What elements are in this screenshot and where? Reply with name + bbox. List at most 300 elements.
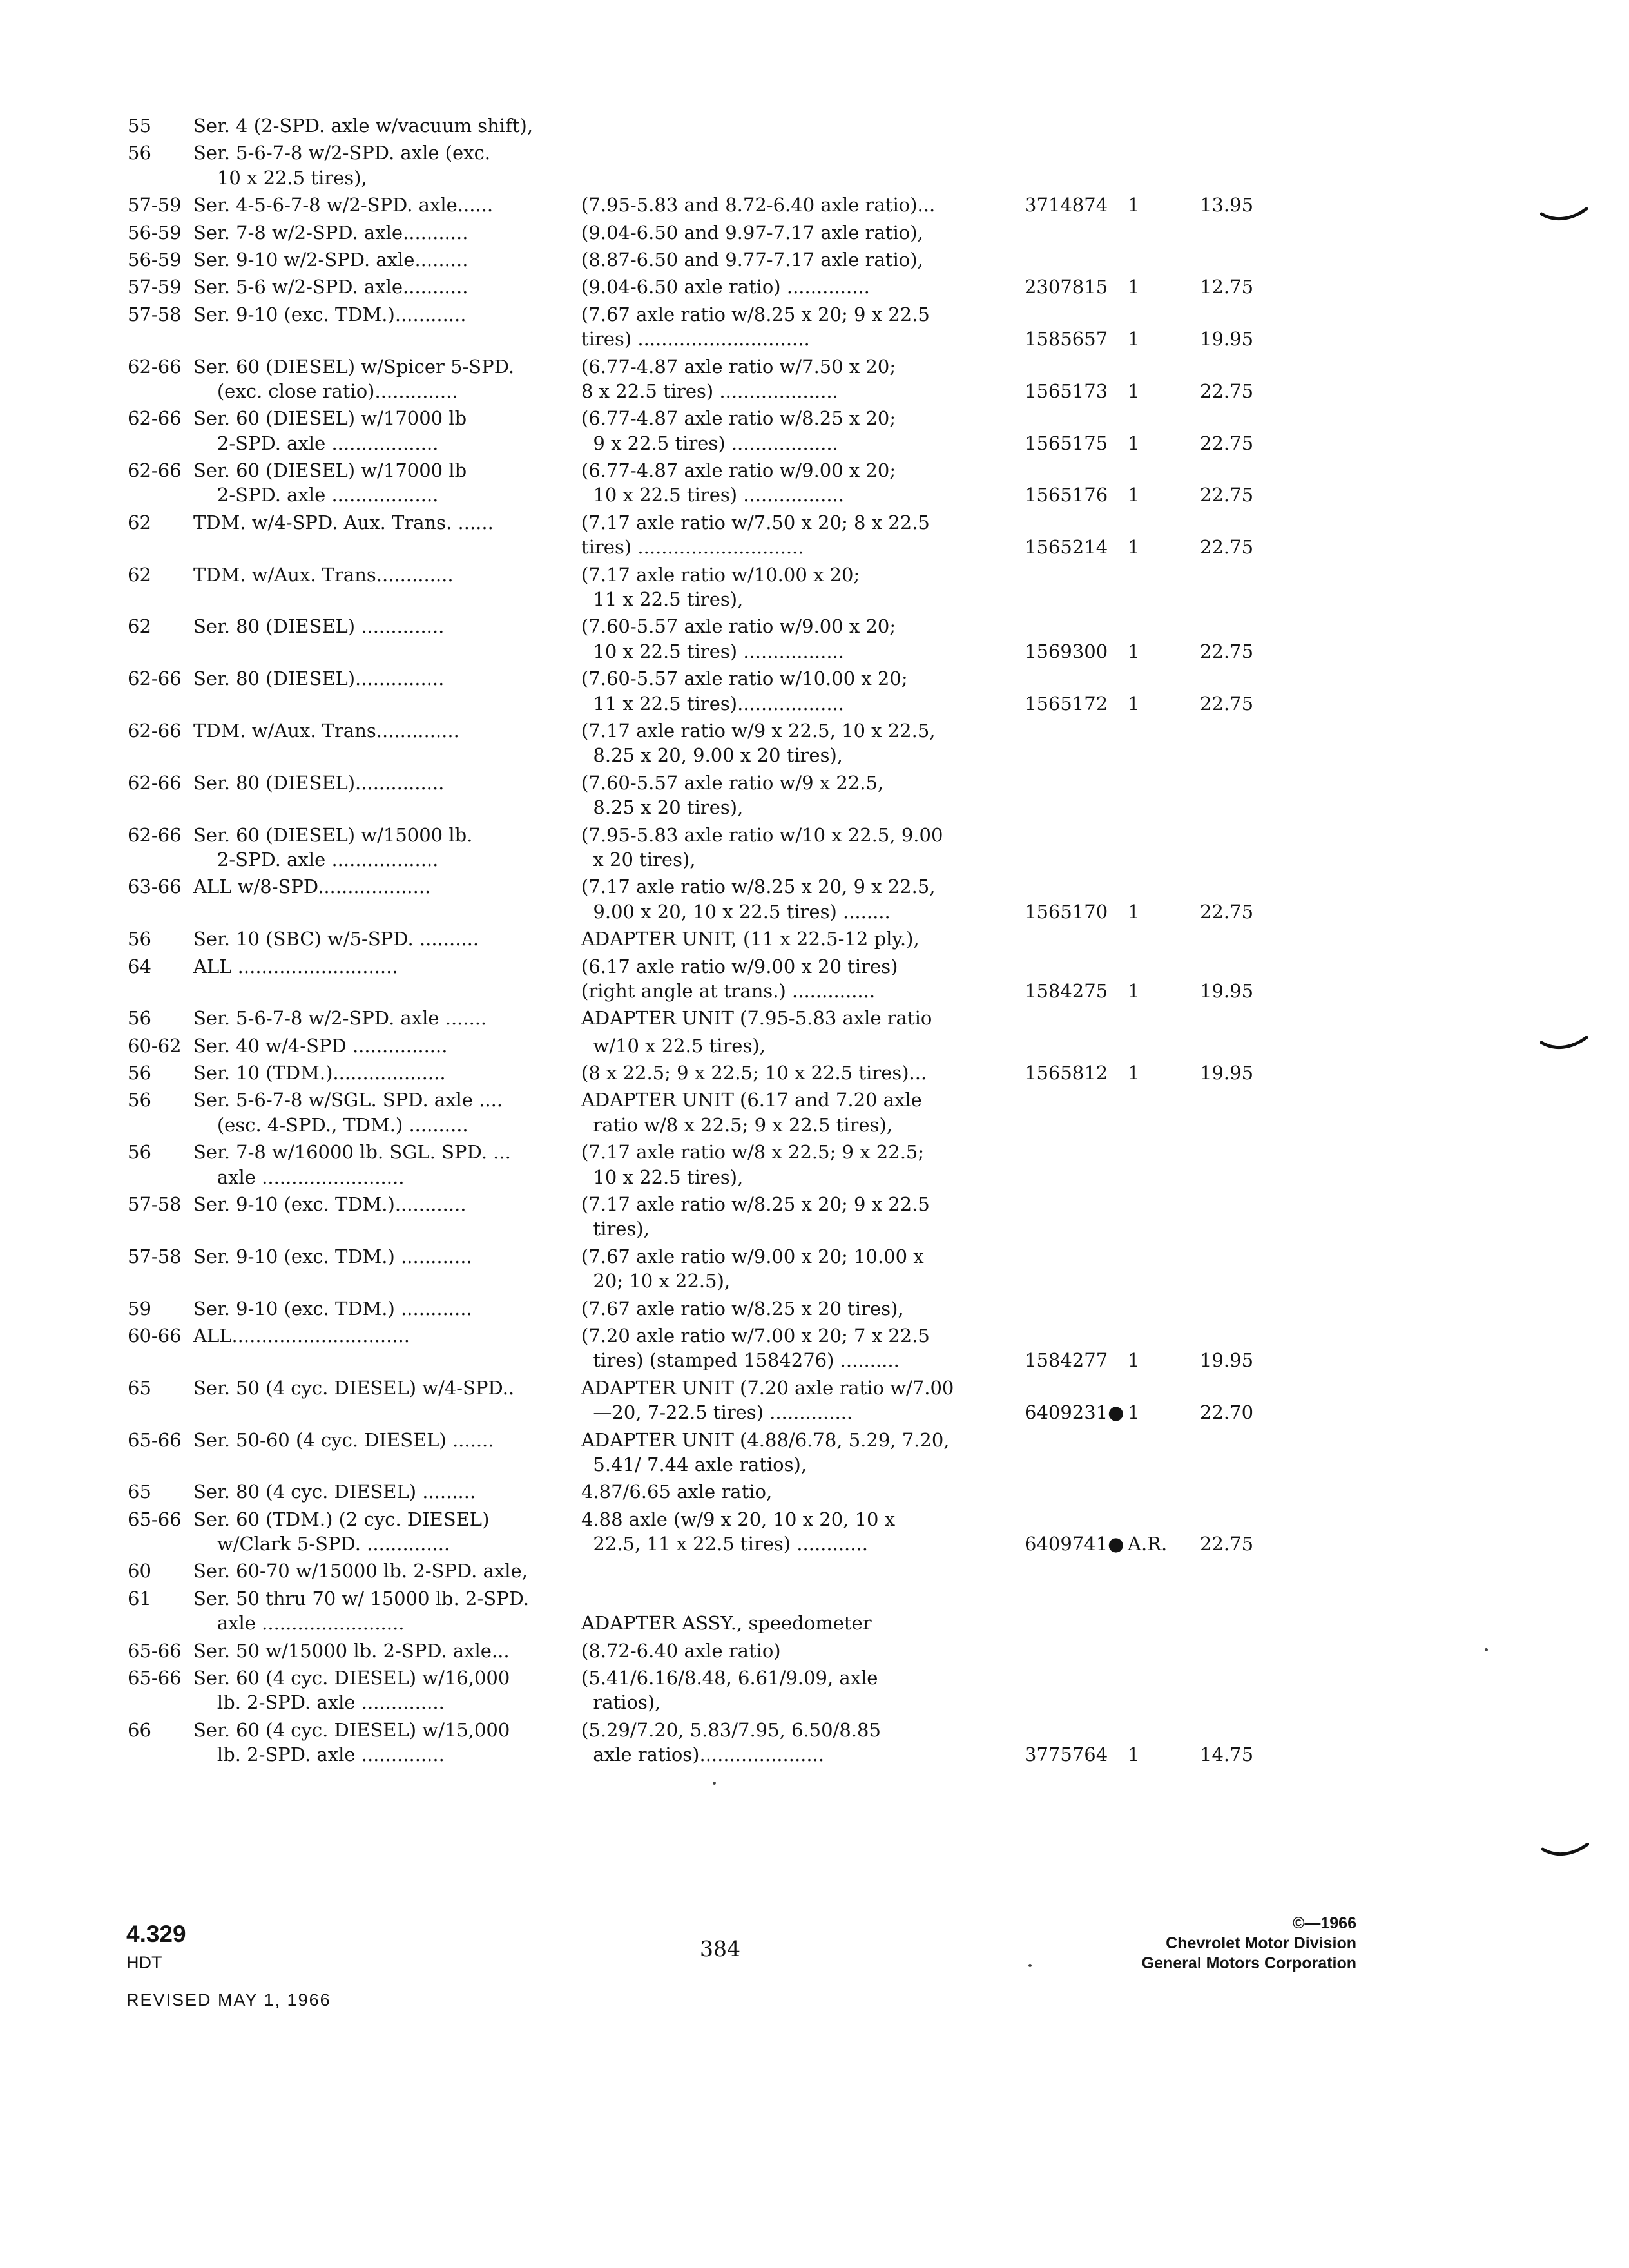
entry-line xyxy=(128,1666,1275,1690)
description-cell: —20, 7-22.5 tires) .............. xyxy=(581,1401,853,1424)
year-cell: 55 xyxy=(128,115,151,137)
entry-line xyxy=(128,1376,1275,1400)
application-cell: Ser. 60 (DIESEL) w/17000 lb xyxy=(193,459,467,482)
part-number-cell: 1565172 xyxy=(1025,692,1108,715)
ink-speck xyxy=(713,1782,716,1785)
description-cell: (5.29/7.20, 5.83/7.95, 6.50/8.85 xyxy=(581,1718,881,1741)
page-number: 384 xyxy=(700,1936,740,1961)
catalog-entry xyxy=(128,1296,1275,1323)
catalog-entry xyxy=(128,354,1275,407)
catalog-entry xyxy=(128,562,1275,615)
description-cell: (7.17 axle ratio w/9 x 22.5, 10 x 22.5, xyxy=(581,719,936,742)
application-cell: Ser. 60 (4 cyc. DIESEL) w/16,000 xyxy=(193,1667,510,1689)
description-cell: (6.77-4.87 axle ratio w/7.50 x 20; xyxy=(581,355,896,378)
entry-line xyxy=(128,795,1275,820)
ink-speck xyxy=(1028,1964,1032,1967)
ink-speck xyxy=(1485,1648,1488,1651)
part-number-cell: 3775764 xyxy=(1025,1744,1108,1766)
price-cell: 19.95 xyxy=(1200,979,1254,1002)
description-cell: (9.04-6.50 and 9.97-7.17 axle ratio), xyxy=(581,221,923,244)
application-cell: lb. 2-SPD. axle .............. xyxy=(193,1691,445,1714)
application-cell: 10 x 22.5 tires), xyxy=(193,166,367,189)
entry-line xyxy=(128,1348,1275,1372)
description-cell: (7.17 axle ratio w/7.50 x 20; 8 x 22.5 xyxy=(581,511,930,533)
catalog-entry xyxy=(128,113,1275,140)
description-cell: ratios), xyxy=(581,1691,661,1714)
entry-line xyxy=(128,1611,1275,1635)
application-cell: Ser. 60 (DIESEL) w/15000 lb. xyxy=(193,823,473,846)
year-cell: 56 xyxy=(128,928,151,950)
year-cell: 62 xyxy=(128,511,151,533)
application-cell: Ser. 10 (SBC) w/5-SPD. .......... xyxy=(193,928,479,950)
year-cell: 57-58 xyxy=(128,303,182,325)
catalog-entry xyxy=(128,1323,1275,1376)
description-cell: tires) (stamped 1584276) .......... xyxy=(581,1349,900,1372)
application-cell: Ser. 5-6 w/2-SPD. axle........... xyxy=(193,276,468,298)
parts-catalog-table xyxy=(128,113,1275,1770)
year-cell: 56-59 xyxy=(128,248,182,271)
part-number-cell: 6409231● xyxy=(1025,1401,1124,1424)
description-cell: 8 x 22.5 tires) .................... xyxy=(581,380,838,402)
price-cell: 22.75 xyxy=(1200,380,1254,402)
catalog-entry xyxy=(128,458,1275,510)
application-cell: w/Clark 5-SPD. .............. xyxy=(193,1533,450,1555)
description-cell: (7.17 axle ratio w/8.25 x 20, 9 x 22.5, xyxy=(581,876,936,898)
entry-line xyxy=(128,718,1275,743)
year-cell: 57-58 xyxy=(128,1245,182,1267)
check-mark xyxy=(1540,1036,1588,1052)
entry-line xyxy=(128,771,1275,795)
price-cell: 22.75 xyxy=(1200,1533,1254,1555)
catalog-entry xyxy=(128,140,1275,193)
revision-date: REVISED MAY 1, 1966 xyxy=(126,1990,331,2010)
price-cell: 22.75 xyxy=(1200,692,1254,715)
application-cell: Ser. 5-6-7-8 w/2-SPD. axle (exc. xyxy=(193,142,491,164)
footer-right xyxy=(1142,1914,1356,1974)
description-cell: axle ratios)..................... xyxy=(581,1744,825,1766)
price-cell: 22.70 xyxy=(1200,1401,1254,1424)
year-cell: 63-66 xyxy=(128,876,182,898)
description-cell: (7.95-5.83 axle ratio w/10 x 22.5, 9.00 xyxy=(581,823,943,846)
entry-line xyxy=(128,1639,1275,1663)
year-cell: 57-58 xyxy=(128,1193,182,1216)
catalog-entry xyxy=(128,1088,1275,1140)
quantity-cell: 1 xyxy=(1128,900,1140,923)
catalog-entry xyxy=(128,1666,1275,1718)
entry-line xyxy=(128,1006,1275,1030)
application-cell: lb. 2-SPD. axle .............. xyxy=(193,1744,445,1766)
application-cell: Ser. 60 (DIESEL) w/17000 lb xyxy=(193,407,467,430)
entry-line xyxy=(128,691,1275,716)
entry-line xyxy=(128,166,1275,190)
application-cell: Ser. 7-8 w/16000 lb. SGL. SPD. ... xyxy=(193,1141,511,1164)
price-cell: 22.75 xyxy=(1200,900,1254,923)
category-code: HDT xyxy=(126,1953,162,1972)
application-cell: Ser. 40 w/4-SPD ................ xyxy=(193,1034,448,1057)
year-cell: 65-66 xyxy=(128,1428,182,1451)
part-number-cell: 1585657 xyxy=(1025,328,1108,351)
application-cell: ALL ........................... xyxy=(193,955,398,977)
description-cell: 11 x 22.5 tires).................. xyxy=(581,692,844,715)
application-cell: axle ........................ xyxy=(193,1612,405,1635)
price-cell: 22.75 xyxy=(1200,536,1254,559)
description-cell: (8.87-6.50 and 9.77-7.17 axle ratio), xyxy=(581,248,923,271)
part-number-cell: 2307815 xyxy=(1025,276,1108,298)
year-cell: 62-66 xyxy=(128,719,182,742)
year-cell: 62-66 xyxy=(128,771,182,794)
catalog-entry xyxy=(128,406,1275,458)
entry-line xyxy=(128,927,1275,951)
description-cell: x 20 tires), xyxy=(581,848,696,870)
entry-line xyxy=(128,140,1275,165)
entry-line xyxy=(128,1690,1275,1715)
year-cell: 56 xyxy=(128,142,151,164)
year-cell: 56 xyxy=(128,1007,151,1030)
description-cell: (7.17 axle ratio w/10.00 x 20; xyxy=(581,563,860,586)
year-cell: 62 xyxy=(128,563,151,586)
catalog-entry xyxy=(128,510,1275,562)
entry-line xyxy=(128,379,1275,403)
year-cell: 64 xyxy=(128,955,151,977)
application-cell: Ser. 80 (DIESEL)............... xyxy=(193,668,445,690)
catalog-entry xyxy=(128,1639,1275,1666)
application-cell: Ser. 50 w/15000 lb. 2-SPD. axle... xyxy=(193,1639,510,1662)
description-cell: ADAPTER UNIT, (11 x 22.5-12 ply.), xyxy=(581,928,920,950)
description-cell: (7.60-5.57 axle ratio w/9.00 x 20; xyxy=(581,615,896,638)
application-cell: Ser. 9-10 (exc. TDM.)............ xyxy=(193,1193,467,1216)
catalog-entry xyxy=(128,1376,1275,1428)
quantity-cell: 1 xyxy=(1128,1401,1140,1424)
price-cell: 14.75 xyxy=(1200,1744,1254,1766)
entry-line xyxy=(128,1269,1275,1293)
entry-line xyxy=(128,587,1275,611)
part-number-cell: 1565214 xyxy=(1025,536,1108,559)
price-cell: 22.75 xyxy=(1200,432,1254,454)
entry-line xyxy=(128,510,1275,535)
quantity-cell: 1 xyxy=(1128,1062,1140,1084)
year-cell: 62-66 xyxy=(128,459,182,482)
description-cell: ratio w/8 x 22.5; 9 x 22.5 tires), xyxy=(581,1113,892,1136)
part-number-cell: 1565173 xyxy=(1025,380,1108,402)
quantity-cell: 1 xyxy=(1128,979,1140,1002)
year-cell: 65-66 xyxy=(128,1639,182,1662)
quantity-cell: 1 xyxy=(1128,432,1140,454)
price-cell: 13.95 xyxy=(1200,194,1254,216)
entry-line xyxy=(128,1400,1275,1425)
catalog-entry xyxy=(128,927,1275,954)
catalog-entry xyxy=(128,718,1275,771)
application-cell: Ser. 4 (2-SPD. axle w/vacuum shift), xyxy=(193,115,534,137)
entry-line xyxy=(128,1140,1275,1164)
division-name: Chevrolet Motor Division xyxy=(1166,1934,1356,1952)
quantity-cell: 1 xyxy=(1128,328,1140,351)
description-cell: 10 x 22.5 tires), xyxy=(581,1166,744,1188)
description-cell: tires), xyxy=(581,1218,650,1240)
catalog-entry xyxy=(128,874,1275,927)
quantity-cell: 1 xyxy=(1128,1744,1140,1766)
catalog-entry xyxy=(128,954,1275,1006)
part-number-cell: 1569300 xyxy=(1025,640,1108,662)
description-cell: (7.60-5.57 axle ratio w/10.00 x 20; xyxy=(581,668,908,690)
entry-line xyxy=(128,1088,1275,1112)
description-cell: tires) ............................. xyxy=(581,328,810,351)
quantity-cell: 1 xyxy=(1128,276,1140,298)
catalog-entry xyxy=(128,1033,1275,1061)
entry-line xyxy=(128,979,1275,1003)
year-cell: 56 xyxy=(128,1062,151,1084)
quantity-cell: 1 xyxy=(1128,536,1140,559)
catalog-entry xyxy=(128,1479,1275,1506)
footer-left xyxy=(126,1920,331,2014)
description-cell: (7.95-5.83 and 8.72-6.40 axle ratio)... xyxy=(581,194,936,216)
section-number: 4.329 xyxy=(126,1921,186,1947)
price-cell: 12.75 xyxy=(1200,276,1254,298)
entry-line xyxy=(128,1323,1275,1348)
price-cell: 22.75 xyxy=(1200,484,1254,506)
year-cell: 60-62 xyxy=(128,1034,182,1057)
entry-line xyxy=(128,666,1275,691)
description-cell: 4.87/6.65 axle ratio, xyxy=(581,1481,773,1503)
catalog-entry xyxy=(128,302,1275,354)
quantity-cell: 1 xyxy=(1128,1349,1140,1372)
description-cell: 22.5, 11 x 22.5 tires) ............ xyxy=(581,1533,868,1555)
catalog-entry xyxy=(128,1006,1275,1033)
description-cell: (7.20 axle ratio w/7.00 x 20; 7 x 22.5 xyxy=(581,1324,930,1347)
entry-line xyxy=(128,1033,1275,1058)
entry-line xyxy=(128,483,1275,507)
entry-line xyxy=(128,1718,1275,1742)
description-cell: (5.41/6.16/8.48, 6.61/9.09, axle xyxy=(581,1667,878,1689)
description-cell: (7.17 axle ratio w/8.25 x 20; 9 x 22.5 xyxy=(581,1193,930,1216)
entry-line xyxy=(128,562,1275,587)
entry-line xyxy=(128,1532,1275,1556)
entry-line xyxy=(128,1113,1275,1137)
description-cell: ADAPTER UNIT (4.88/6.78, 5.29, 7.20, xyxy=(581,1428,950,1451)
year-cell: 62 xyxy=(128,615,151,638)
entry-line xyxy=(128,639,1275,664)
check-mark xyxy=(1541,1843,1589,1858)
entry-line xyxy=(128,874,1275,899)
part-number-cell: 3714874 xyxy=(1025,194,1108,216)
catalog-entry xyxy=(128,1192,1275,1244)
description-cell: 9 x 22.5 tires) .................. xyxy=(581,432,838,454)
entry-line xyxy=(128,1165,1275,1189)
description-cell: tires) ............................ xyxy=(581,536,804,559)
entry-line xyxy=(128,302,1275,327)
application-cell: Ser. 50-60 (4 cyc. DIESEL) ....... xyxy=(193,1428,494,1451)
description-cell: (7.67 axle ratio w/8.25 x 20 tires), xyxy=(581,1297,904,1320)
description-cell: (8 x 22.5; 9 x 22.5; 10 x 22.5 tires)... xyxy=(581,1062,927,1084)
description-cell: (7.17 axle ratio w/8 x 22.5; 9 x 22.5; xyxy=(581,1141,925,1164)
application-cell: ALL w/8-SPD................... xyxy=(193,876,431,898)
year-cell: 59 xyxy=(128,1297,151,1320)
application-cell: Ser. 60 (TDM.) (2 cyc. DIESEL) xyxy=(193,1508,490,1530)
part-number-cell: 1584275 xyxy=(1025,979,1108,1002)
catalog-entry xyxy=(128,614,1275,666)
description-cell: ADAPTER ASSY., speedometer xyxy=(581,1612,872,1635)
application-cell: (exc. close ratio).............. xyxy=(193,380,458,402)
entry-line xyxy=(128,193,1275,217)
description-cell: 20; 10 x 22.5), xyxy=(581,1270,731,1293)
application-cell: Ser. 60-70 w/15000 lb. 2-SPD. axle, xyxy=(193,1560,528,1582)
catalog-entry xyxy=(128,247,1275,274)
description-cell: 9.00 x 20, 10 x 22.5 tires) ........ xyxy=(581,900,891,923)
entry-line xyxy=(128,535,1275,559)
quantity-cell: 1 xyxy=(1128,692,1140,715)
price-cell: 19.95 xyxy=(1200,1062,1254,1084)
description-cell: ADAPTER UNIT (7.95-5.83 axle ratio xyxy=(581,1007,932,1030)
description-cell: 11 x 22.5 tires), xyxy=(581,588,744,611)
catalog-entry xyxy=(128,1061,1275,1088)
copyright-notice: ©—1966 xyxy=(1292,1914,1356,1932)
year-cell: 65-66 xyxy=(128,1508,182,1530)
quantity-cell: 1 xyxy=(1128,194,1140,216)
price-cell: 19.95 xyxy=(1200,1349,1254,1372)
part-number-cell: 6409741● xyxy=(1025,1533,1124,1555)
entry-line xyxy=(128,743,1275,767)
entry-line xyxy=(128,1742,1275,1767)
application-cell: Ser. 9-10 (exc. TDM.) ............ xyxy=(193,1297,472,1320)
catalog-entry xyxy=(128,1507,1275,1559)
entry-line xyxy=(128,113,1275,138)
description-cell: 8.25 x 20 tires), xyxy=(581,796,744,819)
catalog-entry xyxy=(128,1718,1275,1770)
application-cell: Ser. 10 (TDM.)................... xyxy=(193,1062,446,1084)
entry-line xyxy=(128,1192,1275,1216)
application-cell: 2-SPD. axle .................. xyxy=(193,484,439,506)
entry-line xyxy=(128,614,1275,639)
year-cell: 56 xyxy=(128,1089,151,1111)
description-cell: ADAPTER UNIT (6.17 and 7.20 axle xyxy=(581,1089,922,1111)
entry-line xyxy=(128,1216,1275,1241)
entry-line xyxy=(128,431,1275,456)
catalog-entry xyxy=(128,220,1275,247)
application-cell: Ser. 80 (4 cyc. DIESEL) ......... xyxy=(193,1481,476,1503)
entry-line xyxy=(128,406,1275,430)
application-cell: ALL.............................. xyxy=(193,1324,410,1347)
entry-line xyxy=(128,274,1275,299)
catalog-entry xyxy=(128,823,1275,875)
year-cell: 60-66 xyxy=(128,1324,182,1347)
year-cell: 66 xyxy=(128,1718,151,1741)
part-number-cell: 1565175 xyxy=(1025,432,1108,454)
catalog-entry xyxy=(128,274,1275,302)
corporation-name: General Motors Corporation xyxy=(1141,1954,1356,1972)
description-cell: (6.17 axle ratio w/9.00 x 20 tires) xyxy=(581,955,898,977)
entry-line xyxy=(128,247,1275,272)
description-cell: 4.88 axle (w/9 x 20, 10 x 20, 10 x xyxy=(581,1508,896,1530)
entry-line xyxy=(128,1428,1275,1452)
entry-line xyxy=(128,1559,1275,1583)
catalog-entry xyxy=(128,771,1275,823)
description-cell: w/10 x 22.5 tires), xyxy=(581,1034,766,1057)
price-cell: 19.95 xyxy=(1200,328,1254,351)
application-cell: TDM. w/Aux. Trans.............. xyxy=(193,719,459,742)
application-cell: 2-SPD. axle .................. xyxy=(193,432,439,454)
application-cell: Ser. 5-6-7-8 w/2-SPD. axle ....... xyxy=(193,1007,487,1030)
application-cell: Ser. 50 thru 70 w/ 15000 lb. 2-SPD. xyxy=(193,1587,530,1610)
application-cell: Ser. 9-10 w/2-SPD. axle......... xyxy=(193,248,468,271)
year-cell: 62-66 xyxy=(128,823,182,846)
year-cell: 62-66 xyxy=(128,355,182,378)
entry-line xyxy=(128,954,1275,979)
description-cell: 10 x 22.5 tires) ................. xyxy=(581,640,844,662)
application-cell: Ser. 4-5-6-7-8 w/2-SPD. axle...... xyxy=(193,194,494,216)
catalog-entry xyxy=(128,666,1275,718)
entry-line xyxy=(128,1452,1275,1477)
quantity-cell: A.R. xyxy=(1128,1533,1168,1555)
year-cell: 65 xyxy=(128,1376,151,1399)
description-cell: (6.77-4.87 axle ratio w/8.25 x 20; xyxy=(581,407,896,430)
entry-line xyxy=(128,354,1275,379)
quantity-cell: 1 xyxy=(1128,640,1140,662)
application-cell: axle ........................ xyxy=(193,1166,405,1188)
application-cell: Ser. 60 (DIESEL) w/Spicer 5-SPD. xyxy=(193,355,515,378)
entry-line xyxy=(128,1507,1275,1532)
application-cell: TDM. w/4-SPD. Aux. Trans. ...... xyxy=(193,511,494,533)
description-cell: 10 x 22.5 tires) ................. xyxy=(581,484,844,506)
entry-line xyxy=(128,1244,1275,1269)
description-cell: ADAPTER UNIT (7.20 axle ratio w/7.00 xyxy=(581,1376,954,1399)
application-cell: Ser. 50 (4 cyc. DIESEL) w/4-SPD.. xyxy=(193,1376,515,1399)
application-cell: Ser. 60 (4 cyc. DIESEL) w/15,000 xyxy=(193,1718,510,1741)
part-number-cell: 1565176 xyxy=(1025,484,1108,506)
application-cell: (esc. 4-SPD., TDM.) .......... xyxy=(193,1113,468,1136)
entry-line xyxy=(128,220,1275,245)
year-cell: 57-59 xyxy=(128,194,182,216)
description-cell: 5.41/ 7.44 axle ratios), xyxy=(581,1453,807,1475)
description-cell: 8.25 x 20, 9.00 x 20 tires), xyxy=(581,744,843,767)
catalog-entry xyxy=(128,1586,1275,1639)
catalog-entry xyxy=(128,1140,1275,1192)
application-cell: Ser. 80 (DIESEL)............... xyxy=(193,771,445,794)
quantity-cell: 1 xyxy=(1128,484,1140,506)
description-cell: (right angle at trans.) .............. xyxy=(581,979,876,1002)
entry-line xyxy=(128,1296,1275,1321)
entry-line xyxy=(128,847,1275,872)
year-cell: 56-59 xyxy=(128,221,182,244)
catalog-entry xyxy=(128,1428,1275,1480)
description-cell: (6.77-4.87 axle ratio w/9.00 x 20; xyxy=(581,459,896,482)
application-cell: TDM. w/Aux. Trans............. xyxy=(193,563,454,586)
year-cell: 57-59 xyxy=(128,276,182,298)
year-cell: 56 xyxy=(128,1141,151,1164)
price-cell: 22.75 xyxy=(1200,640,1254,662)
year-cell: 62-66 xyxy=(128,407,182,430)
description-cell: (7.67 axle ratio w/9.00 x 20; 10.00 x xyxy=(581,1245,924,1267)
entry-line xyxy=(128,327,1275,351)
year-cell: 65 xyxy=(128,1481,151,1503)
description-cell: (7.67 axle ratio w/8.25 x 20; 9 x 22.5 xyxy=(581,303,930,325)
application-cell: Ser. 9-10 (exc. TDM.) ............ xyxy=(193,1245,472,1267)
catalog-entry xyxy=(128,1244,1275,1296)
quantity-cell: 1 xyxy=(1128,380,1140,402)
entry-line xyxy=(128,1061,1275,1085)
description-cell: (9.04-6.50 axle ratio) .............. xyxy=(581,276,870,298)
entry-line xyxy=(128,1586,1275,1611)
part-number-cell: 1565812 xyxy=(1025,1062,1108,1084)
year-cell: 65-66 xyxy=(128,1667,182,1689)
application-cell: Ser. 80 (DIESEL) .............. xyxy=(193,615,445,638)
entry-line xyxy=(128,899,1275,924)
check-mark xyxy=(1540,207,1588,223)
entry-line xyxy=(128,458,1275,483)
entry-line xyxy=(128,823,1275,847)
application-cell: Ser. 9-10 (exc. TDM.)............ xyxy=(193,303,467,325)
year-cell: 60 xyxy=(128,1560,151,1582)
year-cell: 62-66 xyxy=(128,668,182,690)
catalog-entry xyxy=(128,1559,1275,1586)
